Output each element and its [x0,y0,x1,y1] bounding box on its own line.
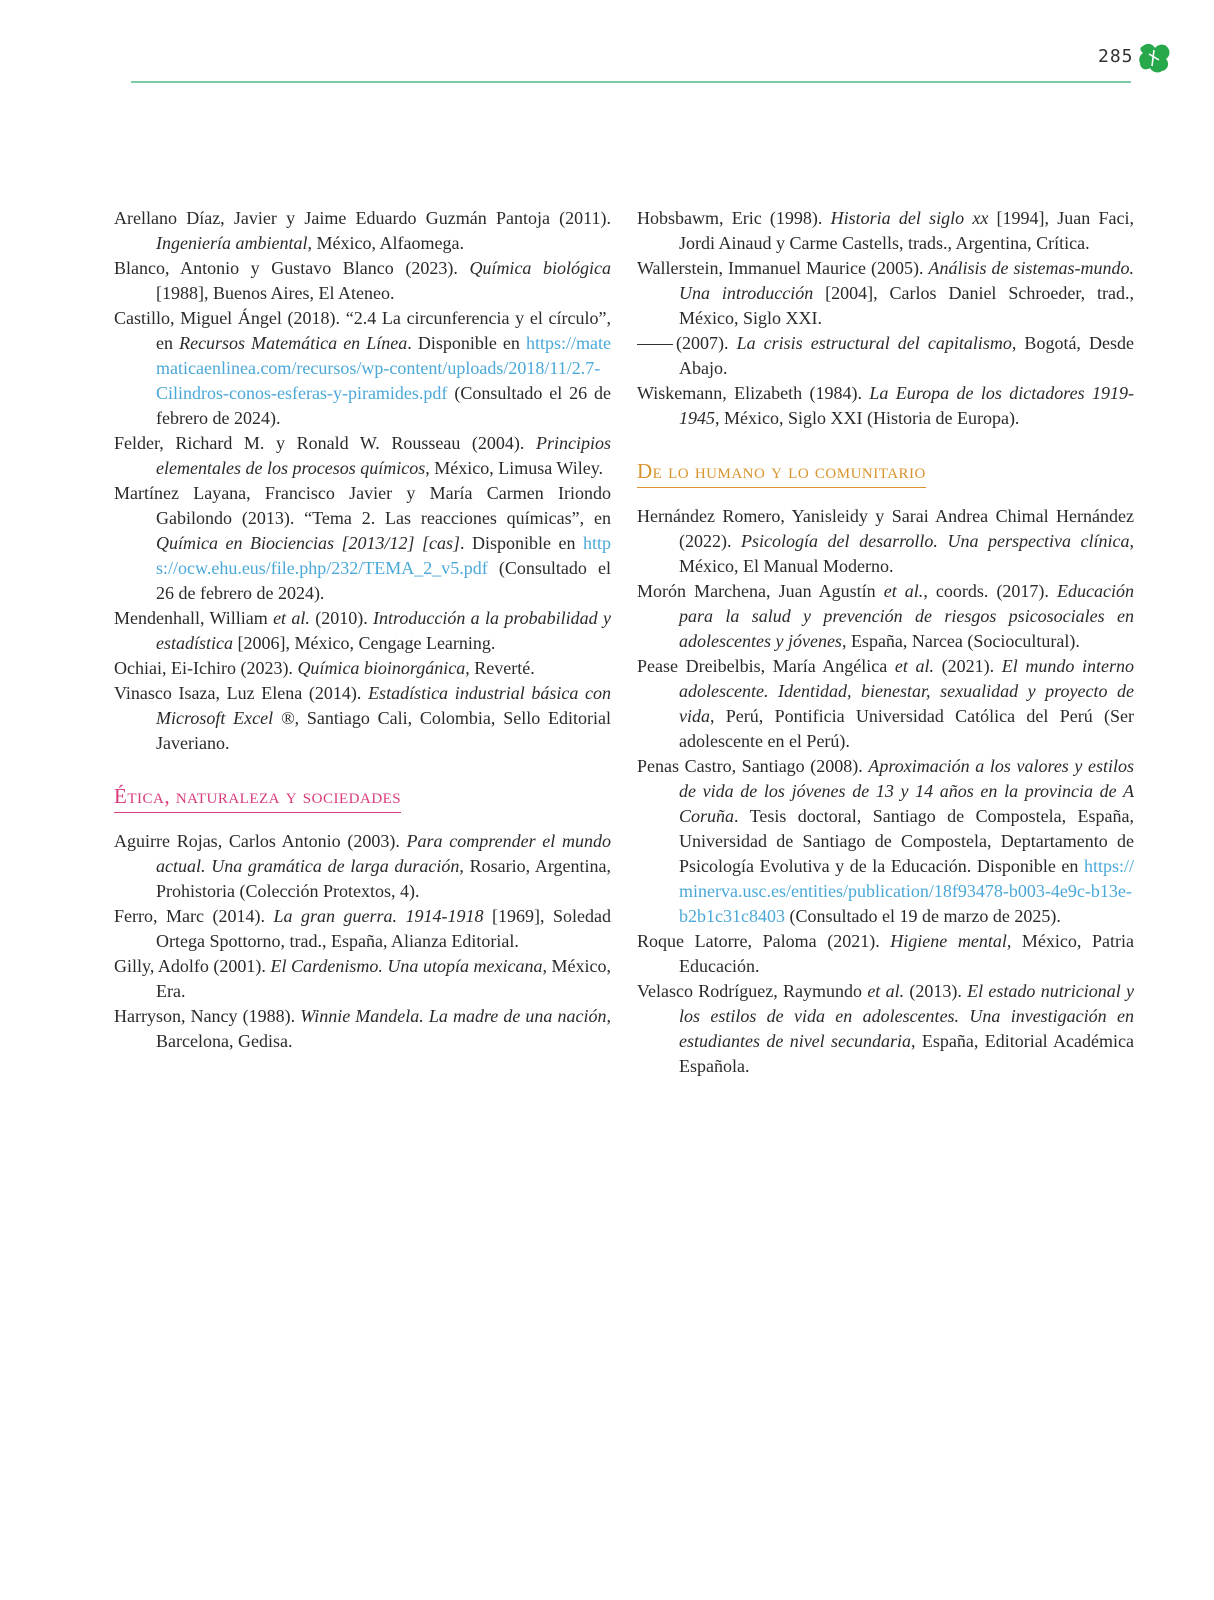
reference-author: Arellano Díaz, Javier y Jaime Eduardo Guzmán Pantoja (2011). [114,208,611,228]
right-column [637,206,1134,1079]
reference-details: , Perú, Pontificia Universidad Católica del Perú (Ser adolescente en el Perú). [679,706,1134,751]
reference-year: (2010). [309,608,374,628]
reference-entry [637,331,1134,381]
reference-title: Química biológica [469,258,611,278]
reference-entry [114,431,611,481]
reference-entry [637,654,1134,754]
reference-details: [1969], Soledad Ortega Spottorno, trad., España, Alianza Editorial. [156,906,611,951]
reference-entry [114,904,611,954]
reference-title: Higiene mental [890,931,1007,951]
reference-details: . Tesis doctoral, Santiago de Compostela, España, Universidad de Santiago de Compostela, Deptartamento de Psicología Evolutiva y de la Educación. Disponible en [679,806,1134,876]
reference-details: , Reverté. [465,658,535,678]
reference-author: Morón Marchena, Juan Agustín [637,581,884,601]
reference-consulted: (Consultado el 19 de marzo de 2025). [784,906,1061,926]
reference-details: , España, Narcea (Sociocultural). [841,631,1080,651]
reference-author: Velasco Rodríguez, Raymundo [637,981,868,1001]
reference-author: Martínez Layana, Francisco Javier y María Carmen Iriondo Gabilondo (2013). “Tema 2. Las reacciones químicas”, en [114,483,611,528]
reference-year: , coords. (2017). [923,581,1057,601]
reference-etal: et al. [867,981,905,1001]
reference-list [114,829,611,1054]
reference-title: Winnie Mandela. La madre de una nación [300,1006,607,1026]
reference-title: El estado nutricional y los estilos de vida en adolescentes. Una investigación en estudiantes de nivel secundaria [679,981,1134,1051]
reference-entry [114,606,611,656]
section-heading-etica: Ética, naturaleza y sociedades [114,784,401,813]
reference-details: , Bogotá, Desde Abajo. [679,333,1134,378]
reference-author: Gilly, Adolfo (2001). [114,956,271,976]
reference-consulted: (Consultado el 26 de febrero de 2024). [156,558,611,603]
reference-title: La Europa de los dictadores 1919-1945 [679,383,1134,428]
reference-details: . Disponible en [407,333,526,353]
reference-author: Ferro, Marc (2014). [114,906,274,926]
reference-details: , México, Patria Educación. [679,931,1134,976]
green-leaf-blob-icon [1137,40,1173,76]
reference-title: Principios elementales de los procesos químicos [156,433,611,478]
reference-entry [637,206,1134,256]
page-number: 285 [1098,46,1134,67]
reference-entry [114,656,611,681]
reference-details: , España, Editorial Académica Española. [679,1031,1134,1076]
reference-title: Estadística industrial básica con Microsoft Excel ® [156,683,611,728]
left-column [114,206,611,1054]
repeated-author-dash [637,344,673,345]
reference-title: Introducción a la probabilidad y estadística [156,608,611,653]
reference-title: La gran guerra. 1914-1918 [273,906,484,926]
reference-title: Psicología del desarrollo. Una perspectiva clínica [741,531,1130,551]
reference-author: Ochiai, Ei-Ichiro (2023). [114,658,298,678]
reference-etal: et al. [883,581,924,601]
reference-title: Historia del siglo xx [830,208,989,228]
reference-details: [2004], Carlos Daniel Schroeder, trad., México, Siglo XXI. [679,283,1134,328]
reference-author: Pease Dreibelbis, María Angélica [637,656,895,676]
reference-list [637,206,1134,431]
reference-author: Hobsbawm, Eric (1998). [637,208,831,228]
reference-entry [637,929,1134,979]
reference-details: [1988], Buenos Aires, El Ateneo. [156,283,395,303]
reference-link[interactable]: https://ocw.ehu.eus/file.php/232/TEMA_2_v5.pdf [156,533,611,578]
reference-entry [637,381,1134,431]
reference-details: , Rosario, Argentina, Prohistoria (Colección Protextos, 4). [156,856,611,901]
reference-details: , Barcelona, Gedisa. [156,1006,611,1051]
reference-author: Mendenhall, William [114,608,274,628]
reference-entry [637,979,1134,1079]
reference-details: , México, Era. [156,956,611,1001]
reference-consulted: (Consultado el 26 de febrero de 2024). [156,383,611,428]
reference-list [637,504,1134,1079]
reference-author: Penas Castro, Santiago (2008). [637,756,869,776]
reference-entry [114,954,611,1004]
reference-author: Roque Latorre, Paloma (2021). [637,931,891,951]
reference-entry [114,206,611,256]
reference-entry [114,256,611,306]
reference-link[interactable]: https://minerva.usc.es/entities/publication/18f93478-b003-4e9c-b13e-b2b1c31c8403 [679,856,1134,926]
reference-details: , Santiago Cali, Colombia, Sello Editorial Javeriano. [156,708,611,753]
reference-title: Educación para la salud y prevención de riesgos psicosociales en adolescentes y jóvenes [679,581,1134,651]
reference-author: Aguirre Rojas, Carlos Antonio (2003). [114,831,407,851]
reference-link[interactable]: https://matematicaenlinea.com/recursos/wp-content/uploads/2018/11/2.7-Cilindros-conos-esferas-y-piramides.pdf [156,333,611,403]
reference-details: , México, Limusa Wiley. [425,458,604,478]
reference-details: , México, Alfaomega. [307,233,464,253]
reference-author: Hernández Romero, Yanisleidy y Sarai Andrea Chimal Hernández (2022). [637,506,1134,551]
reference-title: La crisis estructural del capitalismo [736,333,1012,353]
reference-author: Harryson, Nancy (1988). [114,1006,301,1026]
reference-title: Recursos Matemática en Línea [179,333,408,353]
reference-title: Para comprender el mundo actual. Una gramática de larga duración [156,831,611,876]
reference-entry [114,681,611,756]
reference-title: Química bioinorgánica [297,658,466,678]
section-heading-humano: De lo humano y lo comunitario [637,459,926,488]
reference-entry [114,829,611,904]
reference-author: (2007). [676,333,737,353]
reference-title: Aproximación a los valores y estilos de vida de los jóvenes de 13 y 14 años en la provincia de A Coruña [679,756,1134,826]
reference-entry [114,306,611,431]
reference-entry [114,481,611,606]
reference-author: Vinasco Isaza, Luz Elena (2014). [114,683,369,703]
reference-author: Wallerstein, Immanuel Maurice (2005). [637,258,929,278]
reference-etal: et al. [273,608,310,628]
reference-entry [114,1004,611,1054]
reference-author: Wiskemann, Elizabeth (1984). [637,383,870,403]
reference-entry [637,504,1134,579]
reference-etal: et al. [894,656,935,676]
reference-details: [1994], Juan Faci, Jordi Ainaud y Carme Castells, trads., Argentina, Crítica. [679,208,1134,253]
reference-details: , México, Siglo XXI (Historia de Europa). [715,408,1020,428]
reference-author: Felder, Richard M. y Ronald W. Rousseau (2004). [114,433,536,453]
reference-title: El mundo interno adolescente. Identidad, bienestar, sexualidad y proyecto de vida [679,656,1134,726]
reference-entry [637,256,1134,331]
reference-title: Análisis de sistemas-mundo. Una introducción [679,258,1134,303]
reference-entry [637,754,1134,929]
reference-author: Castillo, Miguel Ángel (2018). “2.4 La circunferencia y el círculo”, en [114,308,611,353]
reference-title: Ingeniería ambiental [156,233,308,253]
reference-year: (2013). [904,981,968,1001]
reference-details: , México, El Manual Moderno. [679,531,1134,576]
reference-details: [2006], México, Cengage Learning. [233,633,496,653]
reference-title: El Cardenismo. Una utopía mexicana [270,956,543,976]
reference-entry [637,579,1134,654]
reference-details: . Disponible en [459,533,583,553]
header-rule [131,81,1131,83]
reference-author: Blanco, Antonio y Gustavo Blanco (2023). [114,258,470,278]
reference-title: Química en Biociencias [2013/12] [cas] [156,533,460,553]
reference-list [114,206,611,756]
reference-year: (2021). [934,656,1002,676]
